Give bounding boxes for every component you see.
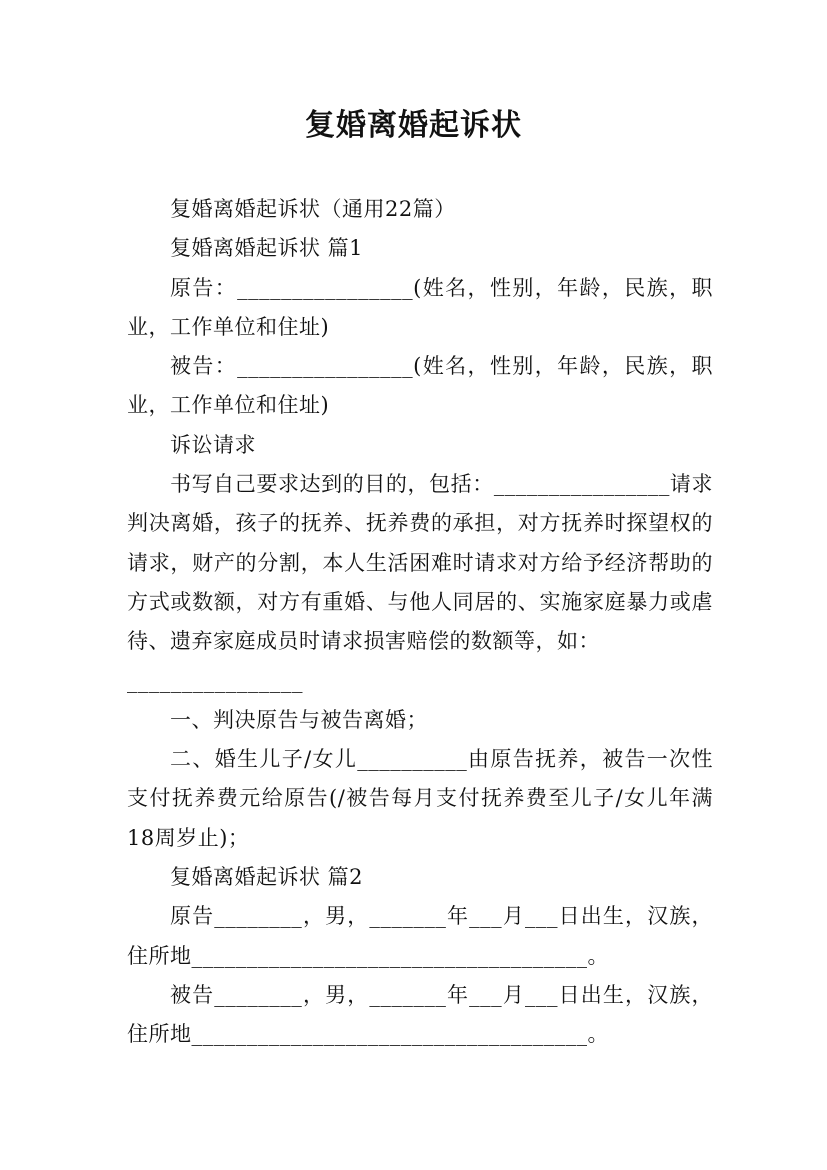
defendant-paragraph-2: 被告________，男，_______年___月___日出生，汉族，住所地____________________________________。: [127, 982, 713, 1047]
claim-item-1: 一、判决原告与被告离婚；: [170, 707, 428, 732]
claims-description: 书写自己要求达到的目的，包括：________________请求判决离婚，孩子的抚养、抚养费的承担，对方抚养时探望权的请求，财产的分割，本人生活困难时请求对方给予经济帮助的方式或数额，对方有重婚、与他人同居的、实施家庭暴力或虐待、遗弃家庭成员时请求损害赔偿的数额等，如：: [127, 472, 713, 654]
plaintiff-paragraph: 原告：________________(姓名，性别，年龄，民族，职业，工作单位和住址): [127, 275, 713, 339]
section-heading-1: 复婚离婚起诉状 篇1: [170, 236, 364, 261]
section-heading-2: 复婚离婚起诉状 篇2: [170, 865, 364, 890]
subtitle-paragraph: 复婚离婚起诉状（通用22篇）: [170, 197, 456, 221]
claims-heading: 诉讼请求: [170, 432, 256, 457]
plaintiff-paragraph-2: 原告________，男，_______年___月___日出生，汉族，住所地____________________________________。: [127, 904, 713, 968]
blank-line: ________________: [127, 668, 303, 693]
document-title: 复婚离婚起诉状: [305, 108, 522, 143]
document-body: [127, 190, 713, 1055]
claim-item-2: 二、婚生儿子/女儿__________由原告抚养，被告一次性支付抚养费元给原告(/被告每月支付抚养费至儿子/女儿年满18周岁止)；: [127, 747, 713, 850]
defendant-paragraph: 被告：________________(姓名，性别，年龄，民族，职业，工作单位和住址): [127, 354, 713, 418]
